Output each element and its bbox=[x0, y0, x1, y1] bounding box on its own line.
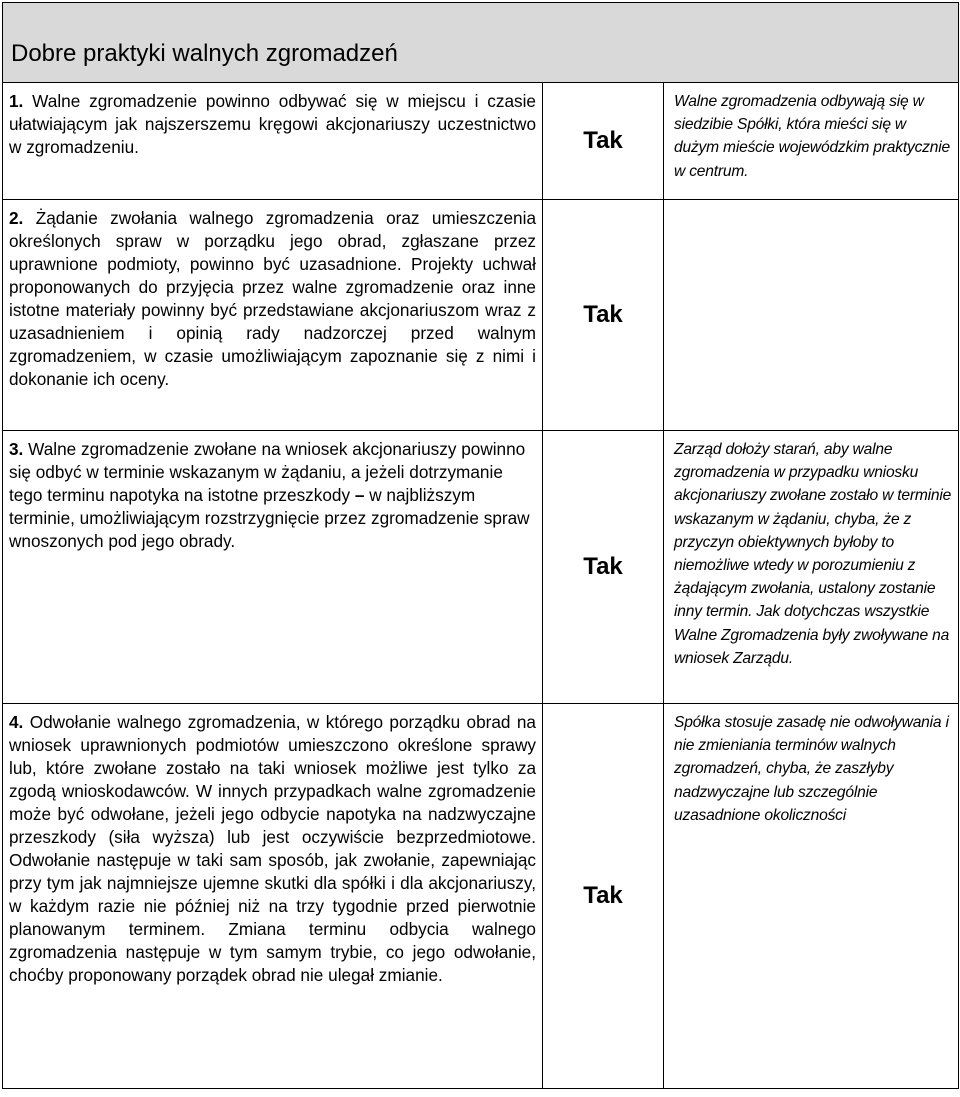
status-value: Tak bbox=[583, 882, 623, 909]
comment-text: Spółka stosuje zasadę nie odwoływania i nie zmieniania terminów walnych zgromadzeń, chyba, że zaszłyby nadzwyczajne lub szczególnie uzasadnione okoliczności bbox=[674, 714, 949, 824]
requirement-number: 3. bbox=[9, 439, 24, 459]
requirement-dash: – bbox=[354, 485, 365, 505]
requirement-cell bbox=[3, 83, 543, 200]
requirement-body: Żądanie zwołania walnego zgromadzenia oraz umieszczenia określonych spraw w porządku jego obrad, zgłaszane przez uprawnione podmioty, powinno być uzasadnione. Projekty uchwał proponowanych do przyjęcia przez walne zgromadzenie oraz inne istotne materiały powinny być przedstawiane akcjonariuszom wraz z uzasadnieniem i opinią rady nadzorczej przed walnym zgromadzeniem, w czasie umożliwiającym zapoznanie się z nimi i dokonanie ich oceny. bbox=[9, 208, 536, 389]
requirement-text bbox=[3, 431, 542, 561]
requirement-cell bbox=[3, 200, 543, 431]
table-row bbox=[3, 200, 959, 431]
good-practices-table bbox=[2, 2, 959, 1089]
status-cell bbox=[543, 200, 664, 431]
comment-cell bbox=[664, 200, 959, 431]
requirement-cell bbox=[3, 431, 543, 704]
requirement-cell bbox=[3, 704, 543, 1089]
requirement-number: 1. bbox=[9, 91, 24, 111]
status-cell bbox=[543, 704, 664, 1089]
requirement-body-end: w najbliższym terminie, umożliwiającym rozstrzygnięcie przez zgromadzenie spraw wnoszonych pod jego obrady. bbox=[9, 485, 530, 551]
document-title: Dobre praktyki walnych zgromadzeń bbox=[11, 39, 398, 67]
document-page bbox=[2, 2, 958, 1095]
requirement-number: 2. bbox=[9, 208, 24, 228]
requirement-number: 4. bbox=[9, 712, 24, 732]
status-cell bbox=[543, 431, 664, 704]
status-value: Tak bbox=[583, 301, 623, 328]
comment-text: Zarząd dołoży starań, aby walne zgromadzenia w przypadku wniosku akcjonariuszy zwołane zostało w terminie wskazanym w żądaniu, chyba, że z przyczyn obiektywnych byłoby to niemożliwe wtedy w porozumieniu z żądającym zwołania, ustalony zostanie inny termin. Jak dotychczas wszystkie Walne Zgromadzenia były zwoływane na wniosek Zarządu. bbox=[674, 441, 952, 667]
comment-text: Walne zgromadzenia odbywają się w siedzibie Spółki, która mieści się w dużym mieście wojewódzkim praktycznie w centrum. bbox=[674, 93, 950, 180]
table-row bbox=[3, 704, 959, 1089]
table-header-cell bbox=[3, 3, 959, 83]
table-row bbox=[3, 83, 959, 200]
requirement-body: Walne zgromadzenie powinno odbywać się w miejscu i czasie ułatwiającym jak najszerszemu kręgowi akcjonariuszy uczestnictwo w zgromadzeniu. bbox=[9, 91, 536, 157]
comment-cell bbox=[664, 431, 959, 704]
status-value: Tak bbox=[583, 553, 623, 580]
requirement-text bbox=[3, 200, 542, 399]
requirement-text bbox=[3, 83, 542, 167]
requirement-text bbox=[3, 704, 542, 995]
requirement-body: Walne zgromadzenie zwołane na wniosek akcjonariuszy powinno się odbyć w terminie wskazanym w żądaniu, a jeżeli dotrzymanie tego terminu napotyka na istotne przeszkody bbox=[9, 439, 526, 505]
requirement-body: Odwołanie walnego zgromadzenia, w którego porządku obrad na wniosek uprawnionych podmiotów umieszczono określone sprawy lub, które zwołane zostało na taki wniosek możliwe jest tylko za zgodą wnioskodawców. W innych przypadkach walne zgromadzenie może być odwołane, jeżeli jego odbycie napotyka na nadzwyczajne przeszkody (siła wyższa) lub jest oczywiście bezprzedmiotowe. Odwołanie następuje w taki sam sposób, jak zwołanie, zapewniając przy tym jak najmniejsze ujemne skutki dla spółki i dla akcjonariuszy, w każdym razie nie później niż na trzy tygodnie przed pierwotnie planowanym terminem. Zmiana terminu odbycia walnego zgromadzenia następuje w tym samym trybie, co jego odwołanie, choćby proponowany porządek obrad nie ulegał zmianie. bbox=[9, 712, 536, 985]
status-cell bbox=[543, 83, 664, 200]
comment-text bbox=[664, 200, 958, 213]
comment-cell bbox=[664, 704, 959, 1089]
comment-cell bbox=[664, 83, 959, 200]
table-row bbox=[3, 431, 959, 704]
status-value: Tak bbox=[583, 127, 623, 154]
table-header-row bbox=[3, 3, 959, 83]
